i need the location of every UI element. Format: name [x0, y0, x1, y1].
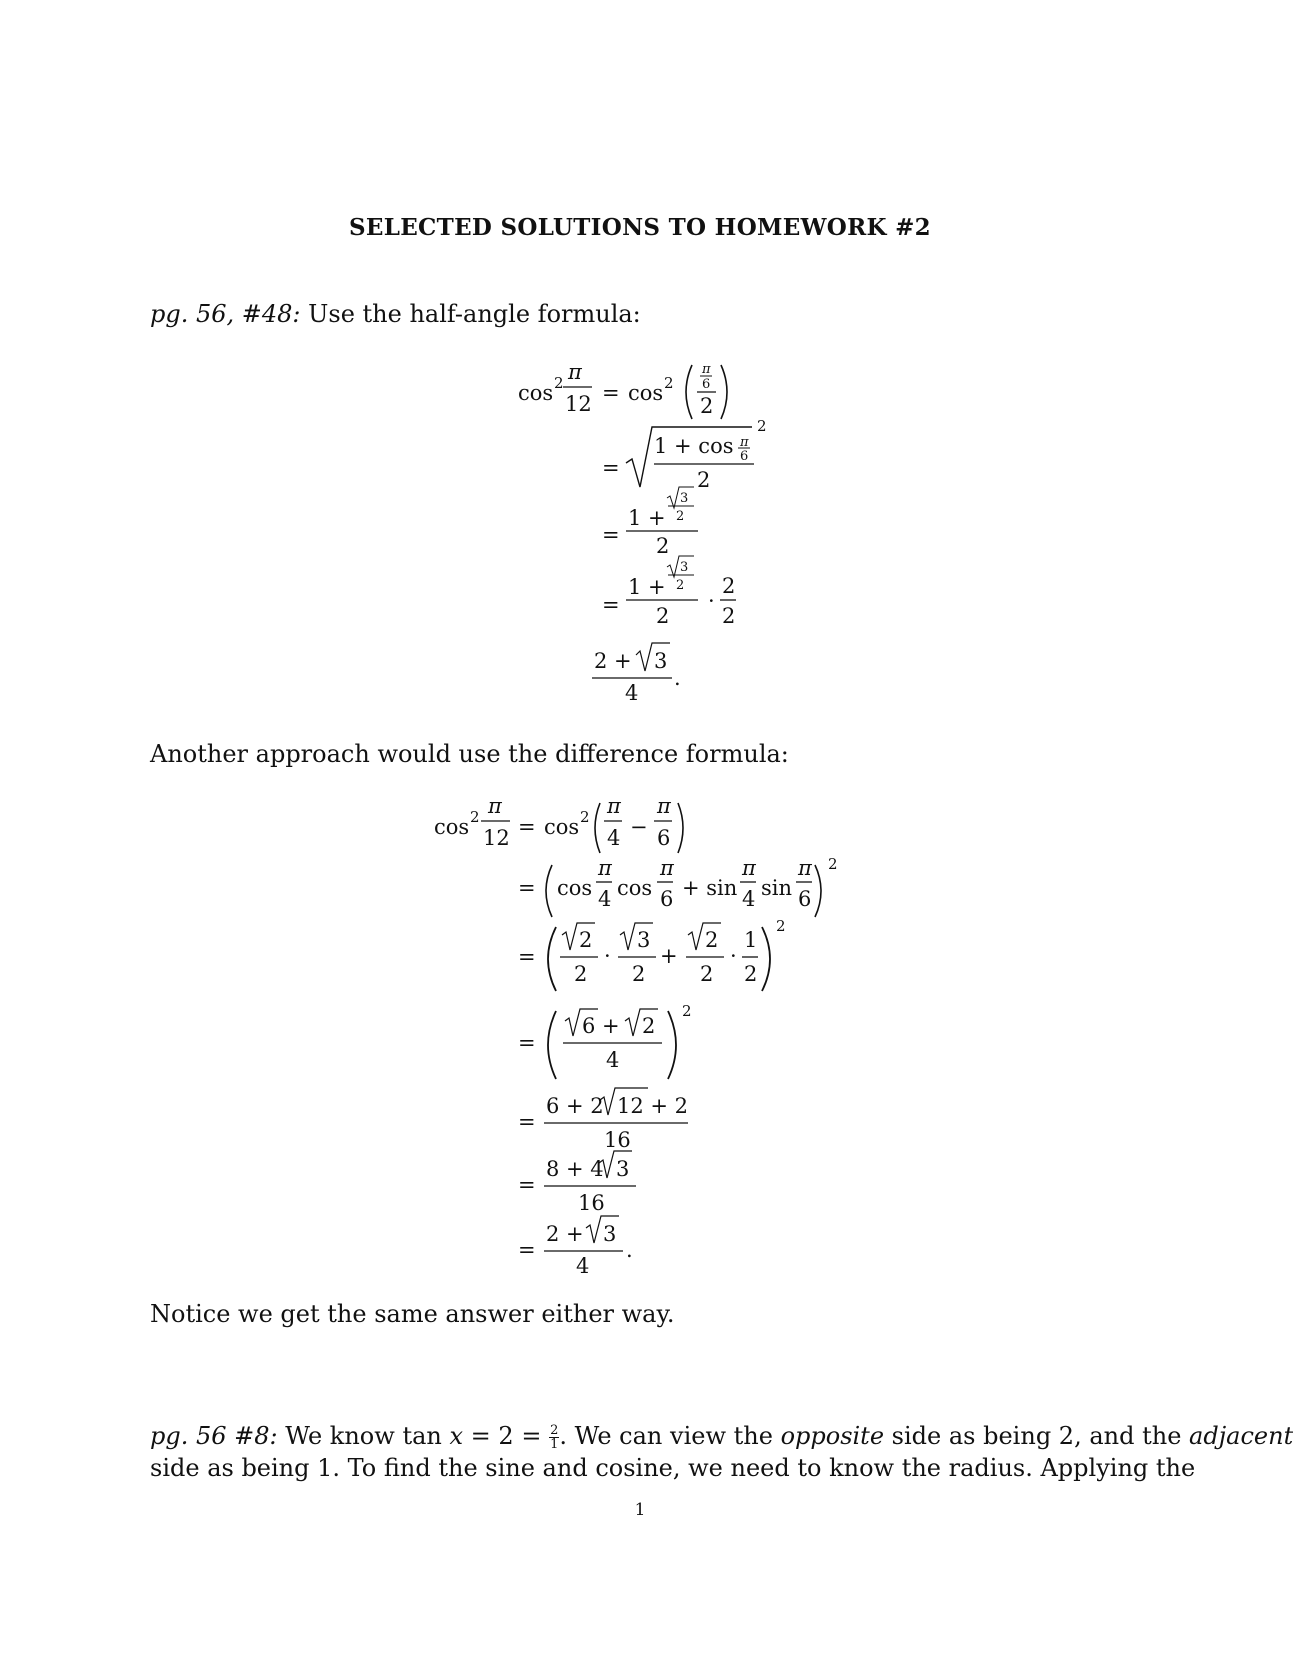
svg-text:1 +: 1 + — [628, 575, 666, 599]
svg-text:cos: cos — [544, 815, 580, 839]
difference-formula-intro: Another approach would use the difference formula: — [150, 740, 789, 768]
svg-text:6: 6 — [702, 377, 711, 392]
svg-text:2: 2 — [705, 928, 719, 952]
svg-text:=: = — [518, 1173, 536, 1197]
svg-text:2: 2 — [700, 962, 714, 986]
svg-text:−: − — [630, 815, 648, 839]
svg-text:16: 16 — [578, 1191, 605, 1215]
half-angle-derivation — [0, 355, 1280, 715]
svg-text:2: 2 — [776, 917, 786, 935]
svg-text:2: 2 — [744, 962, 758, 986]
svg-text:4: 4 — [607, 826, 621, 850]
problem-8-line1: pg. 56 #8: We know tan x = 2 = $\frac{2}{1}$ . We can view the opposite side as being 2, and the adjacent — [150, 1422, 1293, 1452]
svg-text:2: 2 — [580, 808, 590, 826]
problem-48-intro — [150, 300, 641, 328]
svg-text:cos: cos — [617, 876, 653, 900]
svg-text:cos: cos — [557, 876, 593, 900]
svg-text:=: = — [602, 456, 620, 480]
svg-text:·: · — [730, 944, 737, 968]
svg-text:cos: cos — [628, 381, 664, 405]
svg-text:2: 2 — [828, 855, 838, 873]
svg-text:π: π — [798, 856, 812, 880]
svg-text:6: 6 — [657, 826, 671, 850]
svg-text:2: 2 — [682, 1002, 692, 1020]
svg-text:2: 2 — [574, 962, 588, 986]
svg-text:π: π — [740, 435, 749, 450]
svg-text:=: = — [602, 593, 620, 617]
svg-text:3: 3 — [637, 928, 651, 952]
svg-text:π: π — [742, 856, 756, 880]
conclusion-text: Notice we get the same answer either way. — [150, 1300, 675, 1328]
svg-text:4: 4 — [742, 887, 756, 911]
svg-text:+: + — [660, 944, 678, 968]
svg-text:16: 16 — [604, 1128, 631, 1152]
svg-text:2: 2 — [642, 1014, 656, 1038]
svg-text:2: 2 — [579, 928, 593, 952]
svg-text:2: 2 — [656, 604, 670, 628]
svg-text:=: = — [602, 381, 620, 405]
page-number: 1 — [634, 1500, 646, 1520]
svg-text:·: · — [604, 944, 611, 968]
svg-text:=: = — [602, 523, 620, 547]
svg-text:+ sin: + sin — [682, 876, 738, 900]
svg-text:π: π — [702, 362, 711, 377]
svg-text:2: 2 — [470, 808, 480, 826]
svg-text:6: 6 — [798, 887, 812, 911]
svg-text:2: 2 — [656, 534, 670, 558]
svg-text:sin: sin — [761, 876, 793, 900]
svg-text:2 +: 2 + — [594, 649, 632, 673]
svg-text:=: = — [518, 1110, 536, 1134]
svg-text:3: 3 — [616, 1157, 630, 1181]
svg-text:=: = — [518, 1238, 536, 1262]
svg-text:cos: cos — [518, 381, 554, 405]
svg-text:2: 2 — [722, 604, 736, 628]
svg-text:4: 4 — [598, 887, 612, 911]
svg-text:2: 2 — [757, 417, 767, 435]
svg-text:=: = — [518, 876, 536, 900]
svg-text:π: π — [598, 856, 612, 880]
svg-text:.: . — [626, 1238, 633, 1262]
svg-text:2: 2 — [664, 374, 674, 392]
svg-text:3: 3 — [680, 491, 689, 506]
svg-text:6 +: 6 + — [582, 1014, 620, 1038]
svg-text:.: . — [674, 666, 681, 690]
svg-text:2 +: 2 + — [546, 1222, 584, 1246]
svg-text:3: 3 — [654, 649, 668, 673]
svg-text:2: 2 — [697, 468, 711, 492]
svg-text:2: 2 — [676, 578, 685, 593]
svg-text:4: 4 — [625, 681, 639, 705]
svg-text:=: = — [518, 815, 536, 839]
svg-text:4: 4 — [576, 1254, 590, 1278]
tan-equation: tan x = 2 = $\frac{2}{1}$ . — [402, 1422, 567, 1452]
svg-text:=: = — [518, 945, 536, 969]
svg-text:2: 2 — [632, 962, 646, 986]
problem-ref: pg. 56, #48: — [150, 300, 301, 328]
svg-text:π: π — [660, 856, 674, 880]
svg-text:12: 12 — [483, 826, 510, 850]
svg-text:=: = — [518, 1031, 536, 1055]
svg-text:3: 3 — [680, 560, 689, 575]
svg-text:1: 1 — [744, 928, 758, 952]
svg-text:1 + cos: 1 + cos — [654, 434, 734, 458]
svg-text:6: 6 — [740, 449, 749, 464]
svg-text:3: 3 — [603, 1222, 617, 1246]
svg-text:2: 2 — [722, 574, 736, 598]
svg-text:8 + 4: 8 + 4 — [546, 1157, 604, 1181]
svg-text:π: π — [607, 794, 621, 818]
svg-text:6 + 2: 6 + 2 — [546, 1094, 604, 1118]
problem-text: Use the half-angle formula: — [308, 300, 641, 328]
difference-formula-derivation — [0, 794, 1280, 1278]
svg-text:6: 6 — [660, 887, 674, 911]
svg-text:12: 12 — [565, 392, 592, 416]
svg-text:·: · — [708, 589, 715, 613]
problem-ref: pg. 56 #8: — [150, 1422, 278, 1450]
problem-8-line2: side as being 1. To find the sine and cosine, we need to know the radius. Applying the — [150, 1454, 1196, 1482]
svg-text:π: π — [657, 794, 671, 818]
svg-text:2: 2 — [554, 374, 564, 392]
page-title: SELECTED SOLUTIONS TO HOMEWORK #2 — [349, 214, 931, 241]
svg-text:π: π — [568, 360, 582, 384]
svg-text:4: 4 — [606, 1048, 620, 1072]
svg-text:1 +: 1 + — [628, 506, 666, 530]
svg-text:2: 2 — [676, 509, 685, 524]
svg-text:2: 2 — [700, 394, 714, 418]
svg-text:12 + 2: 12 + 2 — [617, 1094, 689, 1118]
svg-text:π: π — [488, 794, 502, 818]
svg-text:cos: cos — [434, 815, 470, 839]
